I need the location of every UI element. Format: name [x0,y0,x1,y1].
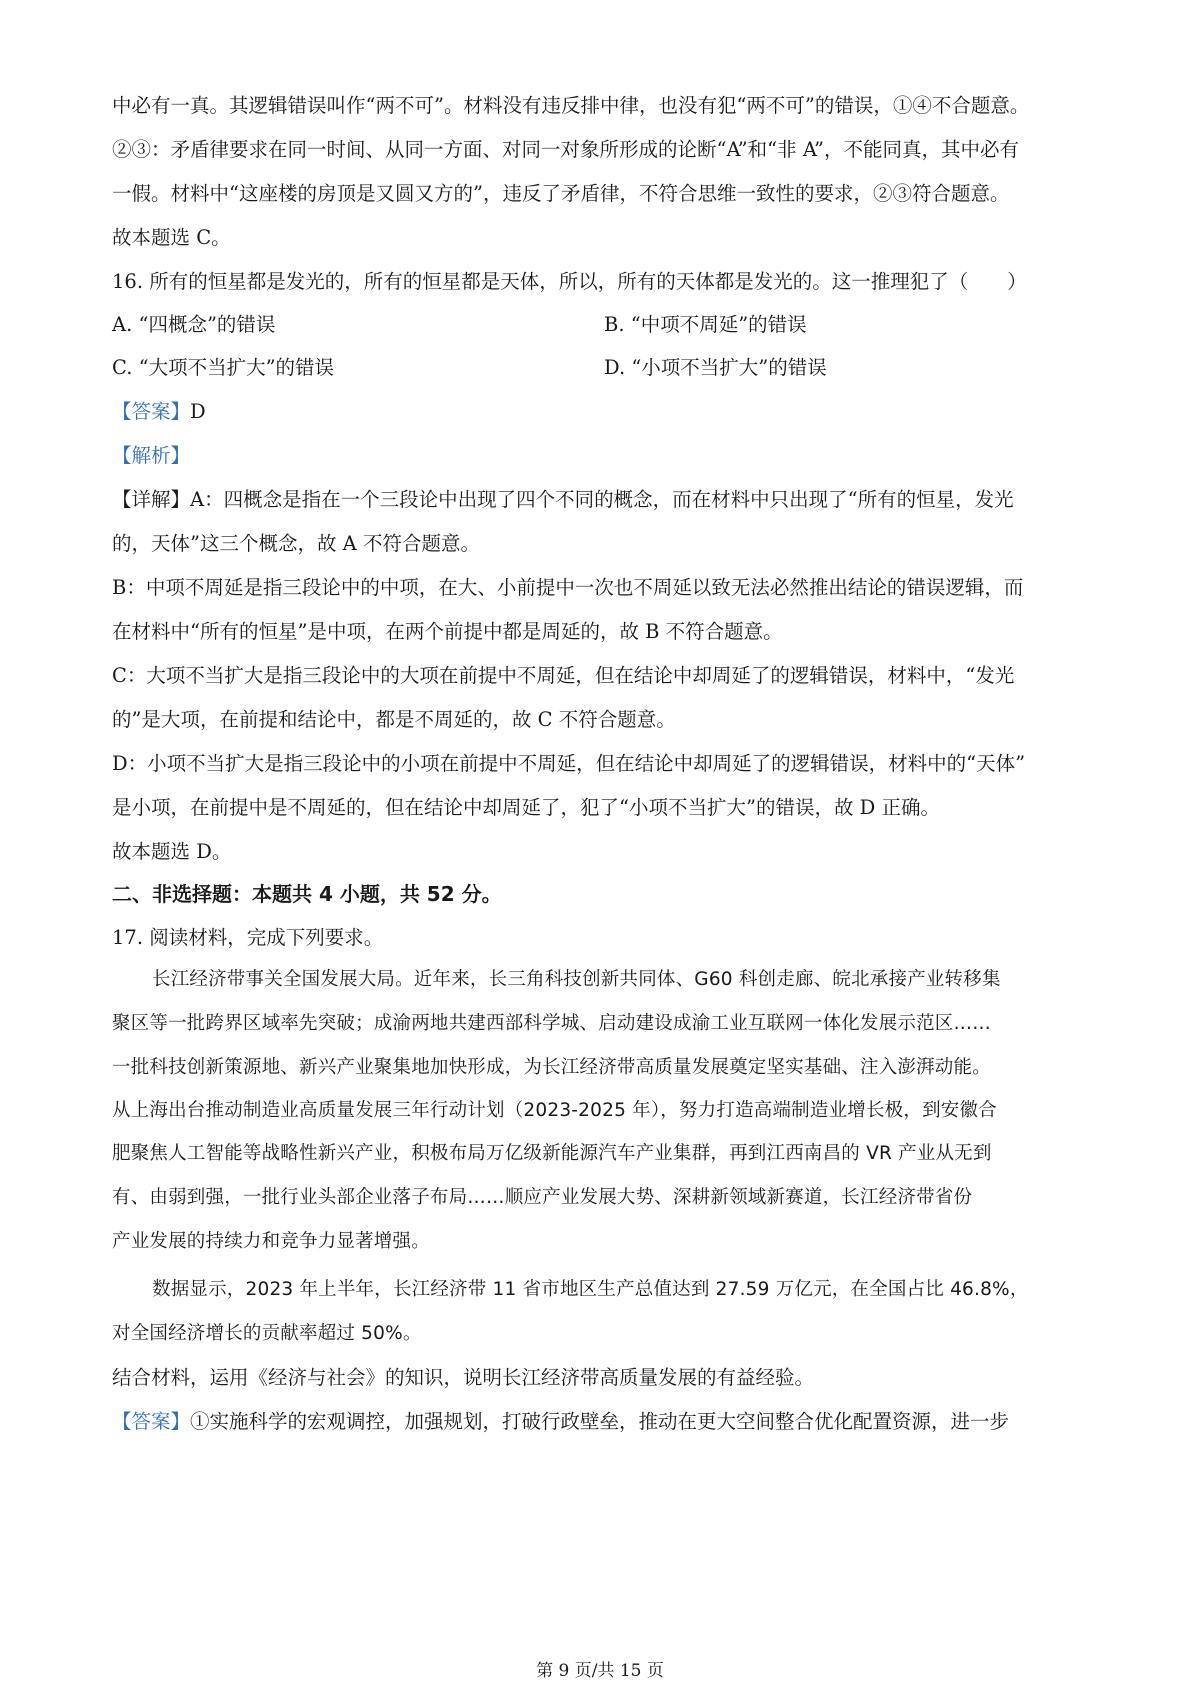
answer-line [112,1408,1009,1436]
material-line: 从上海出台推动制造业高质量发展三年行动计划（2023-2025 年），努力打造高端制造业增长极，到安徽合 [112,1100,997,1121]
analysis-line [112,442,190,470]
answer-line [112,398,206,426]
page-footer: 第 9 页/共 15 页 [536,1661,664,1681]
option-a: A. “四概念”的错误 [112,313,276,336]
material-line: 聚区等一批跨界区域率先突破；成渝两地共建西部科学城、启动建设成渝工业互联网一体化发展示范区…… [112,1013,991,1034]
question-17-task: 结合材料，运用《经济与社会》的知识，说明长江经济带高质量发展的有益经验。 [112,1366,815,1389]
section-heading: 二、非选择题：本题共 4 小题，共 52 分。 [112,882,502,906]
detail-line [112,486,1014,514]
material-line: 有、由弱到强，一批行业头部企业落子布局……顺应产业发展大势、深耕新领域新赛道，长江经济带省份 [112,1187,973,1208]
answer-tag: 【答案】 [112,400,191,423]
option-c: C. “大项不当扩大”的错误 [112,356,335,379]
question-16-stem: 16. 所有的恒星都是发光的，所有的恒星都是天体，所以，所有的天体都是发光的。这一推理犯了（ ） [112,270,1027,293]
answer-tag: 【答案】 [112,1410,191,1433]
detail-line: 在材料中“所有的恒星”是中项，在两个前提中都是周延的，故 B 不符合题意。 [112,620,783,643]
material-line: 数据显示，2023 年上半年，长江经济带 11 省市地区生产总值达到 27.59 万亿元，在全国占比 46.8%， [152,1279,1029,1300]
detail-line: B：中项不周延是指三段论中的中项，在大、小前提中一次也不周延以致无法必然推出结论的错误逻辑，而 [112,576,1024,599]
detail-text: A：四概念是指在一个三段论中出现了四个不同的概念，而在材料中只出现了“所有的恒星，发光 [190,488,1014,511]
detail-line: D：小项不当扩大是指三段论中的小项在前提中不周延，但在结论中却周延了的逻辑错误，材料中的“天体” [112,752,1026,775]
text-line: 中必有一真。其逻辑错误叫作“两不可”。材料没有违反排中律，也没有犯“两不可”的错误，①④不合题意。 [112,94,1030,117]
text-line: 一假。材料中“这座楼的房顶是又圆又方的”，违反了矛盾律，不符合思维一致性的要求，②③符合题意。 [112,182,1010,205]
text-line: 故本题选 C。 [112,226,231,249]
material-line: 肥聚焦人工智能等战略性新兴产业，积极布局万亿级新能源汽车产业集群，再到江西南昌的 VR 产业从无到 [112,1143,992,1164]
option-b: B. “中项不周延”的错误 [604,313,807,336]
detail-line: 是小项，在前提中是不周延的，但在结论中却周延了，犯了“小项不当扩大”的错误，故 D 正确。 [112,796,940,819]
question-17-stem: 17. 阅读材料，完成下列要求。 [112,926,384,949]
material-line: 产业发展的持续力和竞争力显著增强。 [112,1231,430,1252]
detail-line: 的”是大项，在前提和结论中，都是不周延的，故 C 不符合题意。 [112,708,676,731]
detail-line: C：大项不当扩大是指三段论中的大项在前提中不周延，但在结论中却周延了的逻辑错误，材料中，“发光 [112,664,1015,687]
detail-tag: 【详解】 [112,488,191,511]
analysis-tag: 【解析】 [112,444,191,467]
material-line: 长江经济带事关全国发展大局。近年来，长三角科技创新共同体、G60 科创走廊、皖北承接产业转移集 [152,969,1001,990]
detail-line: 故本题选 D。 [112,840,232,863]
text-line: ②③：矛盾律要求在同一时间、从同一方面、对同一对象所形成的论断“A”和“非 A”，不能同真，其中必有 [112,138,1020,161]
answer-value: D [190,400,206,423]
detail-line: 的，天体”这三个概念，故 A 不符合题意。 [112,532,480,555]
material-line: 一批科技创新策源地、新兴产业聚集地加快形成，为长江经济带高质量发展奠定坚实基础、注入澎湃动能。 [112,1057,991,1078]
answer-text: ①实施科学的宏观调控，加强规划，打破行政壁垒，推动在更大空间整合优化配置资源，进一步 [190,1410,1010,1433]
material-line: 对全国经济增长的贡献率超过 50%。 [112,1323,422,1344]
option-d: D. “小项不当扩大”的错误 [604,356,827,379]
